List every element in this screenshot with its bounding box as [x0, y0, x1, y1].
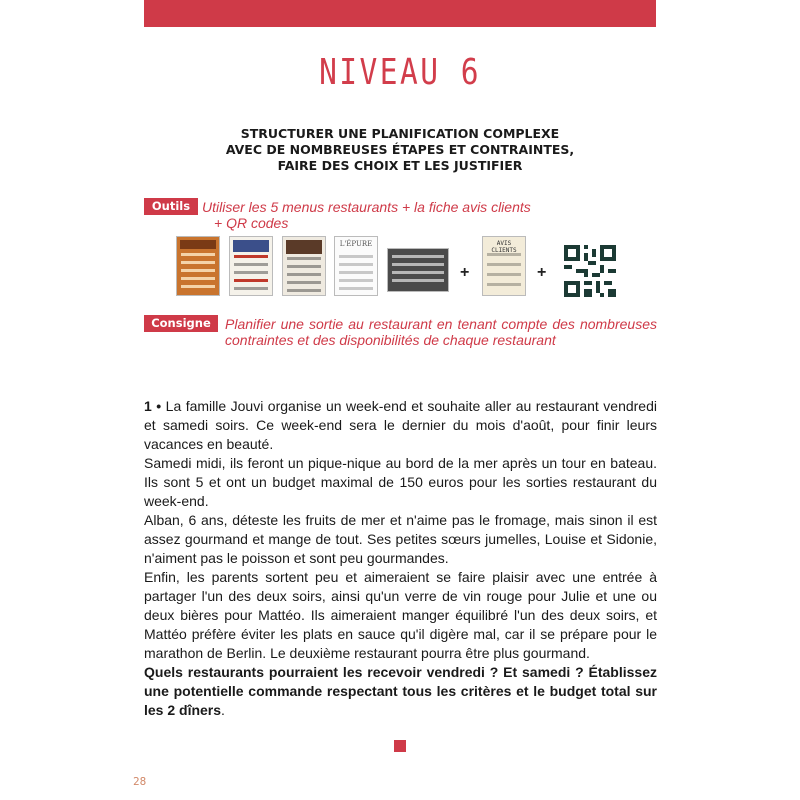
exercise-paragraph-3: Alban, 6 ans, déteste les fruits de mer et n'aime pas le fromage, mais sinon il est assez gourmand et mange de tout. Ses petites sœurs jumelles, Louise et Sidonie, n'aiment pas le poisson et sont peu gourmandes.: [144, 512, 657, 566]
consigne-text: Planifier une sortie au restaurant en tenant compte des nombreuses contraintes et des disponibilités de chaque restaurant: [225, 316, 657, 348]
outils-line-2: + QR codes: [214, 215, 289, 231]
exercise-question: [144, 663, 657, 720]
outils-tag: Outils: [144, 198, 198, 215]
plus-sign-2: +: [537, 264, 547, 281]
menu-thumbnail-3: [282, 236, 326, 296]
question-end: .: [221, 702, 225, 718]
top-accent-bar: [144, 0, 656, 27]
exercise-paragraph-4: Enfin, les parents sortent peu et aimeraient se faire plaisir avec une entrée à partager l'un des deux soirs, ainsi qu'un verre de vin rouge pour Julie et une ou deux bières pour Mattéo. Ils aimeraient manger équilibré l'un des deux soirs, et Mattéo préfère éviter les plats en sauce qu'il digère mal, car il se prépare pour le marathon de Berlin. Le deuxième restaurant pourra être plus gourmand.: [144, 569, 657, 661]
avis-clients-logo: AVIS CLIENTS: [491, 240, 517, 254]
subtitle-line-3: FAIRE DES CHOIX ET LES JUSTIFIER: [277, 158, 523, 173]
qr-code-icon: [564, 245, 616, 297]
avis-clients-thumbnail: [482, 236, 526, 296]
exercise-paragraph-1: [144, 397, 657, 454]
menu-thumbnail-1: [176, 236, 220, 296]
consigne-tag: Consigne: [144, 315, 218, 332]
outils-line-1: Utiliser les 5 menus restaurants + la fiche avis clients: [202, 199, 531, 215]
menu-logo-lepure: L'ÉPURE: [339, 240, 373, 248]
end-marker: [394, 740, 406, 752]
menu-thumbnail-2: [229, 236, 273, 296]
exercise-paragraph-2: Samedi midi, ils feront un pique-nique au bord de la mer après un tour en bateau. Ils sont 5 et ont un budget maximal de 150 euros pour les sorties restaurant du week-end.: [144, 455, 657, 509]
menu-thumbnail-4: [334, 236, 378, 296]
outils-text: [202, 199, 562, 231]
page-number: 28: [133, 775, 147, 788]
exercise-body: [144, 397, 657, 720]
plus-sign-1: +: [460, 264, 470, 281]
menu-thumbnail-5: [387, 248, 449, 292]
subtitle: [144, 126, 656, 174]
subtitle-line-1: STRUCTURER UNE PLANIFICATION COMPLEXE: [240, 126, 560, 141]
exercise-number: 1 •: [144, 398, 162, 414]
paragraph-1-text: La famille Jouvi organise un week-end et souhaite aller au restaurant vendredi et samedi soirs. Ce week-end sera le dernier du mois d'août, pour finir leurs vacances en beauté.: [144, 398, 657, 452]
level-title: NIVEAU 6: [319, 52, 481, 93]
question-text: Quels restaurants pourraient les recevoir vendredi ? Et samedi ? Établissez une potentielle commande respectant tous les critères et le budget total sur les 2 dîners: [144, 664, 657, 718]
subtitle-line-2: AVEC DE NOMBREUSES ÉTAPES ET CONTRAINTES,: [225, 142, 575, 157]
